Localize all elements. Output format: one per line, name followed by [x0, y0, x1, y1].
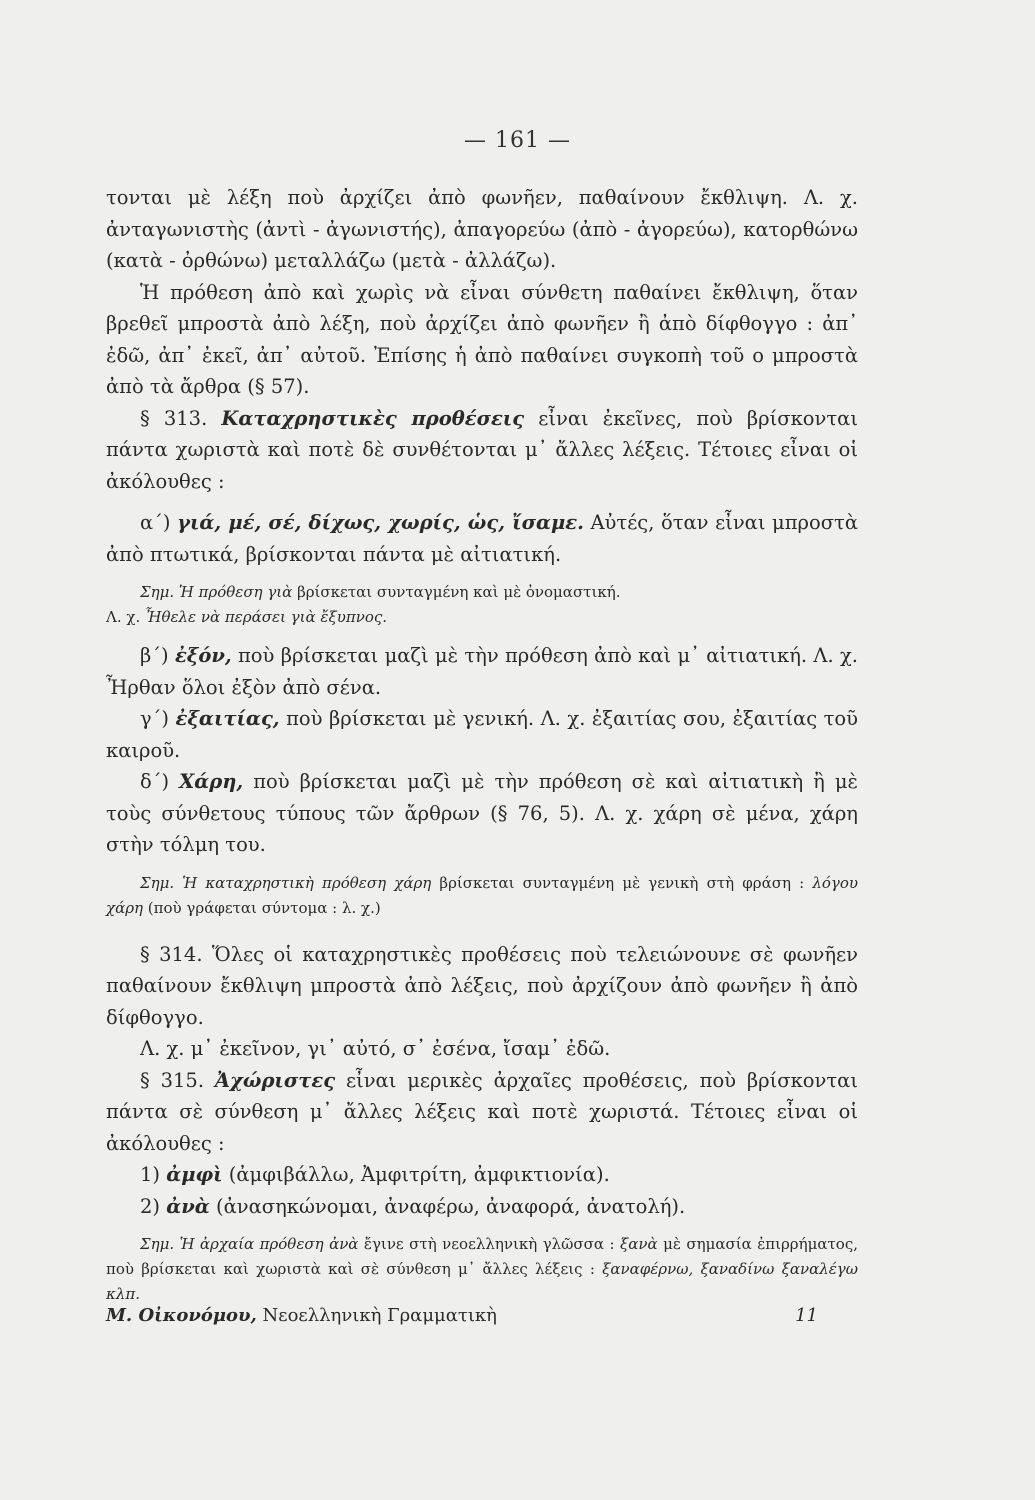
- item-text: ποὺ βρίσκεται μαζὶ μὲ τὴν πρόθεση ἀπὸ καὶ μ᾽ αἰτιατική. Λ. χ. Ἦρθαν ὅλοι ἐξὸν ἀπὸ σένα.: [106, 644, 858, 699]
- item-c: [106, 703, 858, 766]
- note-word: λόγου χάρη: [106, 873, 859, 917]
- note-text: βρίσκεται συνταγμένη μὲ γενικὴ στὴ φράση :: [431, 873, 813, 892]
- note-text: μὲ σημασία ἐπιρρήματος, ποὺ βρίσκεται καὶ χωριστὰ καὶ σὲ σύνθεση μ᾽ ἄλλες λέξεις :: [106, 1235, 858, 1278]
- footer-author: Μ. Οἰκονόμου,: [106, 1305, 257, 1326]
- paragraph-continuation: τονται μὲ λέξη ποὺ ἀρχίζει ἀπὸ φωνῆεν, παθαίνουν ἔκθλιψη. Λ. χ. ἀνταγωνιστὴς (ἀντὶ - ἀγωνιστής), ἀπαγορεύω (ἀπὸ - ἀγορεύω), κατορθώνω (κατὰ - ὀρθώνω) μεταλλάζω (μετὰ - ἀλλάζω).: [106, 186, 858, 272]
- note-word: χάρη: [394, 873, 432, 892]
- item-label: δ΄): [140, 770, 170, 793]
- item-b: [106, 640, 858, 703]
- list-word: ἀμφὶ: [166, 1163, 223, 1186]
- item-words: ἐξόν,: [174, 644, 232, 667]
- page-footer: [106, 1305, 818, 1326]
- list-number: 2): [140, 1194, 161, 1218]
- item-words: γιά, μέ, σέ, δίχως, χωρίς, ὡς, ἴσαμε.: [177, 511, 584, 534]
- note-text: (ποὺ γράφεται σύντομα : λ. χ.): [143, 898, 381, 917]
- section-313: [106, 403, 858, 498]
- item-words: Χάρη,: [179, 770, 244, 793]
- note-example: Ἦθελε νὰ περάσει γιὰ ἔξυπνος.: [145, 608, 388, 626]
- page-number: — 161 —: [464, 128, 571, 153]
- item-a: [106, 507, 858, 570]
- section-text: εἶναι ἐκεῖνες, ποὺ βρίσκονται πάντα χωριστὰ καὶ ποτὲ δὲ συνθέτονται μ᾽ ἄλλες λέξεις. Τέτοιες εἶναι οἱ ἀκόλουθες :: [106, 406, 858, 493]
- note-chari: [106, 871, 858, 921]
- note-text: βρίσκεται συνταγμένη καὶ μὲ ὀνομαστική.: [292, 583, 621, 601]
- list-word: ἀνὰ: [166, 1194, 210, 1218]
- note-ana: [106, 1232, 858, 1307]
- item-text: Αὐτές, ὅταν εἶναι μπροστὰ ἀπὸ πτωτικά, βρίσκονται πάντα μὲ αἰτιατική.: [106, 511, 859, 566]
- note-word: ξανὰ: [620, 1235, 658, 1253]
- section-heading: Ἀχώριστες: [214, 1068, 336, 1092]
- item-text: ποὺ βρίσκεται μαζὶ μὲ τὴν πρόθεση σὲ καὶ αἰτιατικὴ ἢ μὲ τοὺς σύνθετους τύπους τῶν ἄρθρων (§ 76, 5). Λ. χ. χάρη σὲ μένα, χάρη στὴν τόλμη του.: [106, 770, 858, 856]
- section-number: § 315.: [140, 1068, 205, 1092]
- item-text: ποὺ βρίσκεται μὲ γενική. Λ. χ. ἐξαιτίας σου, ἐξαιτίας τοῦ καιροῦ.: [106, 707, 858, 762]
- paragraph-apo: Ἡ πρόθεση ἀπὸ καὶ χωρὶς νὰ εἶναι σύνθετη παθαίνει ἔκθλιψη, ὅταν βρεθεῖ μπροστὰ ἀπὸ λέξη, ποὺ ἀρχίζει ἀπὸ φωνῆεν ἢ ἀπὸ δίφθογγο : ἀπ᾽ ἐδῶ, ἀπ᾽ ἐκεῖ, ἀπ᾽ αὐτοῦ. Ἐπίσης ἡ ἀπὸ παθαίνει συγκοπὴ τοῦ ο μπροστὰ ἀπὸ τὰ ἄρθρα (§ 57).: [106, 280, 858, 398]
- note-text: Λ. χ.: [106, 608, 145, 626]
- section-315: [106, 1065, 858, 1160]
- note-text: Σημ. Ἡ ἀρχαία πρόθεση: [140, 1235, 330, 1253]
- footer-title: Νεοελληνικὴ Γραμματικὴ: [256, 1305, 497, 1326]
- list-text: (ἀμφιβάλλω, Ἀμφιτρίτη, ἀμφικτιονία).: [222, 1163, 610, 1186]
- list-text: (ἀνασηκώνομαι, ἀναφέρω, ἀναφορά, ἀνατολή).: [209, 1194, 686, 1218]
- note-text: Σημ. Ἡ καταχρηστικὴ πρόθεση: [140, 873, 395, 892]
- footer-book: [106, 1305, 497, 1326]
- section-number: § 313.: [140, 406, 208, 430]
- section-heading: Καταχρηστικὲς προθέσεις: [221, 406, 525, 430]
- item-label: α΄): [140, 511, 171, 534]
- item-d: [106, 766, 858, 861]
- note-text: Σημ. Ἡ πρόθεση: [140, 583, 268, 601]
- page-body: [106, 182, 858, 1307]
- item-label: γ΄): [140, 707, 170, 730]
- signature-mark: 11: [795, 1305, 818, 1326]
- note-word: γιὰ: [267, 583, 293, 601]
- list-number: 1): [140, 1163, 161, 1186]
- note-example: ξαναφέρνω, ξαναδίνω ξαναλέγω κλπ.: [106, 1260, 858, 1303]
- note-word: ἀνὰ: [329, 1235, 359, 1253]
- section-text: εἶναι μερικὲς ἀρχαῖες προθέσεις, ποὺ βρίσκονται πάντα σὲ σύνθεση μ᾽ ἄλλες λέξεις καὶ ποτὲ χωριστά. Τέτοιες εἶναι οἱ ἀκόλουθες :: [106, 1068, 858, 1155]
- section-314-example: Λ. χ. μ᾽ ἐκεῖνον, γι᾽ αὐτό, σ᾽ ἐσένα, ἴσαμ᾽ ἐδῶ.: [140, 1037, 611, 1060]
- list-item-2: [106, 1191, 858, 1223]
- item-label: β΄): [140, 644, 169, 667]
- note-text: ἔγινε στὴ νεοελληνικὴ γλῶσσα :: [358, 1235, 620, 1253]
- list-item-1: [106, 1159, 858, 1191]
- note-gia: [106, 580, 858, 630]
- section-314: § 314. Ὅλες οἱ καταχρηστικὲς προθέσεις ποὺ τελειώνουνε σὲ φωνῆεν παθαίνουν ἔκθλιψη μπροστὰ ἀπὸ λέξεις, ποὺ ἀρχίζουν ἀπὸ φωνῆεν ἢ ἀπὸ δίφθογγο.: [106, 942, 858, 1029]
- item-words: ἐξαιτίας,: [175, 707, 280, 730]
